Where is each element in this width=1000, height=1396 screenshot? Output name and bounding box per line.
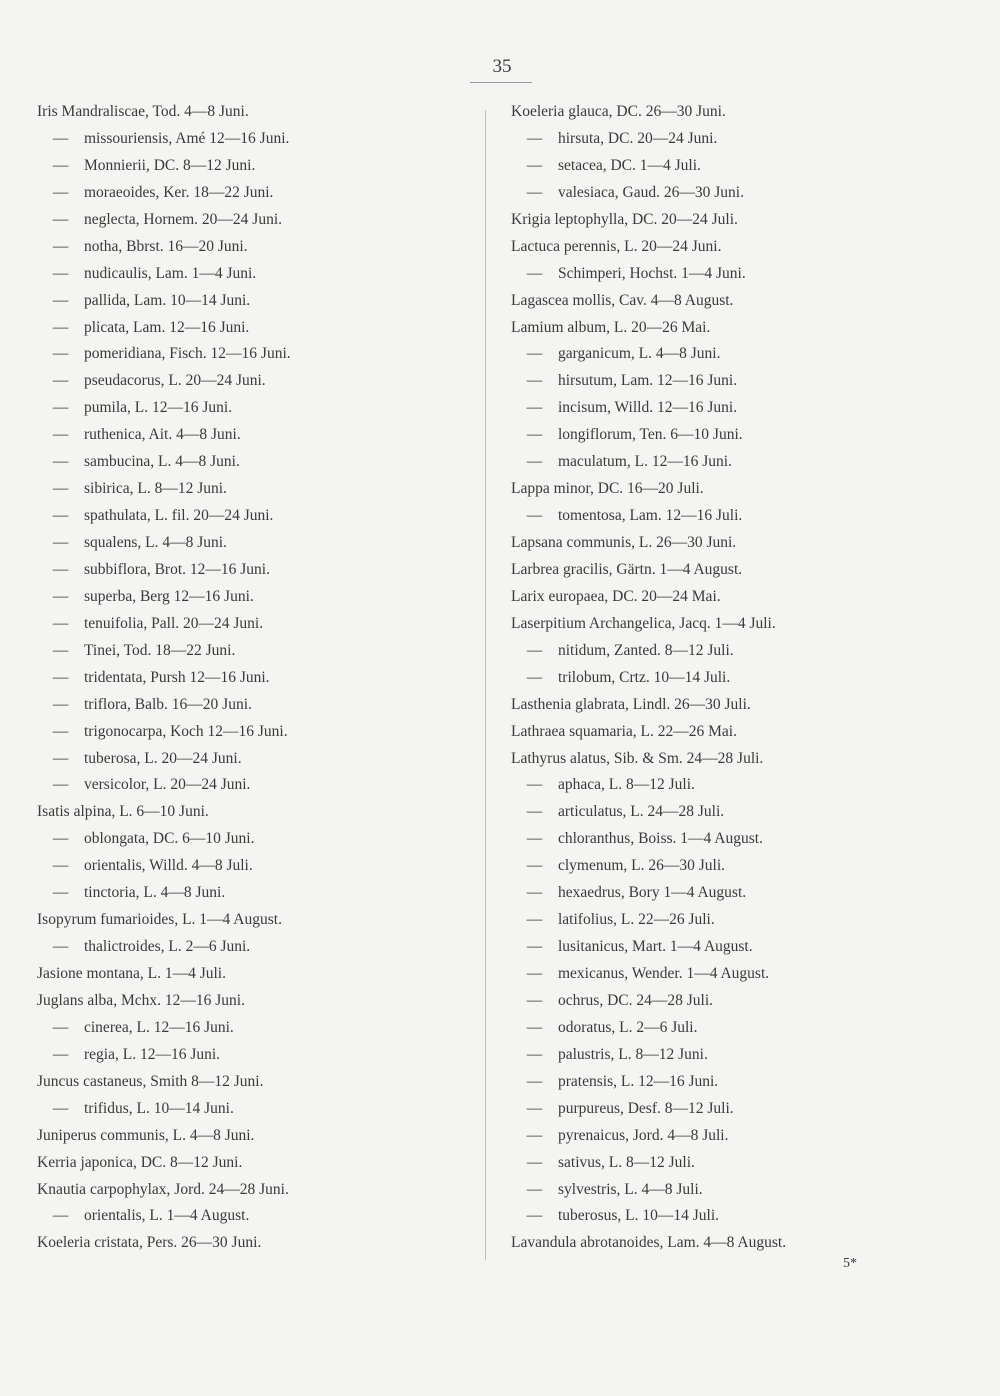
entry-text: Lamium album, L. 20—26 Mai. xyxy=(511,318,711,336)
entry-text: sylvestris, L. 4—8 Juli. xyxy=(558,1180,703,1198)
entry-text: hirsuta, DC. 20—24 Juni. xyxy=(558,129,718,147)
entry-text: garganicum, L. 4—8 Juni. xyxy=(558,345,721,363)
list-item xyxy=(511,476,981,503)
list-item xyxy=(37,315,477,342)
repeat-dash: — xyxy=(526,965,543,982)
list-item xyxy=(511,153,981,180)
list-item xyxy=(37,1123,477,1150)
entry-text: Koeleria glauca, DC. 26—30 Juni. xyxy=(511,103,726,120)
list-item xyxy=(37,207,477,234)
repeat-dash: — xyxy=(526,991,543,1009)
repeat-dash: — xyxy=(526,453,543,471)
repeat-dash: — xyxy=(526,1072,543,1090)
list-item xyxy=(37,234,477,261)
entry-text: chloranthus, Boiss. 1—4 August. xyxy=(558,830,763,848)
list-item xyxy=(511,853,981,880)
list-item xyxy=(37,153,477,180)
entry-text: Lasthenia glabrata, Lindl. 26—30 Juli. xyxy=(511,695,751,713)
list-item xyxy=(511,692,981,719)
entry-text: aphaca, L. 8—12 Juli. xyxy=(558,776,695,794)
entry-text: pallida, Lam. 10—14 Juni. xyxy=(84,291,251,309)
repeat-dash: — xyxy=(52,318,69,336)
repeat-dash: — xyxy=(526,857,543,875)
repeat-dash: — xyxy=(526,507,543,525)
entry-text: latifolius, L. 22—26 Juli. xyxy=(558,911,715,929)
list-item xyxy=(511,638,981,665)
entry-text: Larix europaea, DC. 20—24 Mai. xyxy=(511,587,721,605)
list-item xyxy=(37,99,477,126)
repeat-dash: — xyxy=(526,1018,543,1036)
repeat-dash: — xyxy=(526,345,543,363)
entry-text: Iris Mandraliscae, Tod. 4—8 Juni. xyxy=(37,103,249,120)
header-rule xyxy=(470,82,532,83)
entry-text: odoratus, L. 2—6 Juli. xyxy=(558,1018,698,1036)
list-item xyxy=(511,934,981,961)
entry-text: palustris, L. 8—12 Juni. xyxy=(558,1045,708,1063)
list-item xyxy=(511,341,981,368)
repeat-dash: — xyxy=(52,372,69,390)
entry-text: pomeridiana, Fisch. 12—16 Juni. xyxy=(84,345,291,363)
list-item xyxy=(511,503,981,530)
list-item xyxy=(511,1069,981,1096)
entry-text: tenuifolia, Pall. 20—24 Juni. xyxy=(84,614,264,632)
repeat-dash: — xyxy=(526,884,543,902)
list-item xyxy=(511,1123,981,1150)
repeat-dash: — xyxy=(526,938,543,956)
list-item xyxy=(37,880,477,907)
entry-text: thalictroides, L. 2—6 Juni. xyxy=(84,938,251,956)
entry-text: ochrus, DC. 24—28 Juli. xyxy=(558,991,713,1009)
repeat-dash: — xyxy=(52,1045,69,1063)
entry-text: tomentosa, Lam. 12—16 Juli. xyxy=(558,507,743,525)
repeat-dash: — xyxy=(52,938,69,956)
list-item xyxy=(511,988,981,1015)
list-item xyxy=(37,1230,477,1257)
repeat-dash: — xyxy=(526,426,543,444)
list-item xyxy=(511,1177,981,1204)
list-item xyxy=(37,557,477,584)
repeat-dash: — xyxy=(52,614,69,632)
list-item xyxy=(511,449,981,476)
repeat-dash: — xyxy=(526,129,543,147)
repeat-dash: — xyxy=(526,1153,543,1171)
entry-text: moraeoides, Ker. 18—22 Juni. xyxy=(84,183,274,201)
list-item xyxy=(37,665,477,692)
list-item xyxy=(511,288,981,315)
entry-text: orientalis, L. 1—4 August. xyxy=(84,1207,250,1225)
list-item xyxy=(511,422,981,449)
entry-text: Larbrea gracilis, Gärtn. 1—4 August. xyxy=(511,560,743,578)
list-item xyxy=(37,961,477,988)
entry-text: oblongata, DC. 6—10 Juni. xyxy=(84,830,255,848)
list-item xyxy=(37,772,477,799)
entry-text: notha, Bbrst. 16—20 Juni. xyxy=(84,237,248,255)
list-item xyxy=(511,665,981,692)
repeat-dash: — xyxy=(52,722,69,740)
entry-text: tinctoria, L. 4—8 Juni. xyxy=(84,884,226,902)
list-item xyxy=(37,1096,477,1123)
list-item xyxy=(511,826,981,853)
list-item xyxy=(511,746,981,773)
repeat-dash: — xyxy=(52,345,69,363)
repeat-dash: — xyxy=(52,1207,69,1225)
entry-text: Lathraea squamaria, L. 22—26 Mai. xyxy=(511,722,737,740)
list-item xyxy=(37,1015,477,1042)
repeat-dash: — xyxy=(526,668,543,686)
entry-text: orientalis, Willd. 4—8 Juli. xyxy=(84,857,253,875)
entry-text: clymenum, L. 26—30 Juli. xyxy=(558,857,726,875)
entry-text: Lagascea mollis, Cav. 4—8 August. xyxy=(511,291,734,309)
list-item xyxy=(511,1096,981,1123)
list-item xyxy=(37,746,477,773)
left-column xyxy=(37,99,477,1257)
repeat-dash: — xyxy=(526,911,543,929)
entry-text: longiflorum, Ten. 6—10 Juni. xyxy=(558,426,743,444)
entry-text: trifidus, L. 10—14 Juni. xyxy=(84,1099,234,1117)
repeat-dash: — xyxy=(526,1207,543,1225)
repeat-dash: — xyxy=(52,641,69,659)
repeat-dash: — xyxy=(52,291,69,309)
repeat-dash: — xyxy=(526,1045,543,1063)
repeat-dash: — xyxy=(526,399,543,417)
entry-text: plicata, Lam. 12—16 Juni. xyxy=(84,318,250,336)
entry-text: Tinei, Tod. 18—22 Juni. xyxy=(84,641,236,659)
entry-text: squalens, L. 4—8 Juni. xyxy=(84,534,227,551)
list-item xyxy=(511,1015,981,1042)
repeat-dash: — xyxy=(52,587,69,605)
repeat-dash: — xyxy=(52,129,69,147)
list-item xyxy=(511,880,981,907)
list-item xyxy=(511,395,981,422)
list-item xyxy=(511,207,981,234)
list-item xyxy=(37,261,477,288)
entry-text: Lapsana communis, L. 26—30 Juni. xyxy=(511,534,737,551)
repeat-dash: — xyxy=(52,884,69,902)
entry-text: Lappa minor, DC. 16—20 Juli. xyxy=(511,480,704,498)
entry-text: setacea, DC. 1—4 Juli. xyxy=(558,156,701,174)
entry-text: valesiaca, Gaud. 26—30 Juni. xyxy=(558,183,744,201)
list-item xyxy=(511,234,981,261)
repeat-dash: — xyxy=(526,803,543,821)
repeat-dash: — xyxy=(52,399,69,417)
entry-text: Juncus castaneus, Smith 8—12 Juni. xyxy=(37,1072,264,1090)
list-item xyxy=(37,826,477,853)
entry-text: articulatus, L. 24—28 Juli. xyxy=(558,803,725,821)
entry-text: Juglans alba, Mchx. 12—16 Juni. xyxy=(37,991,245,1009)
list-item xyxy=(511,1203,981,1230)
entry-text: tuberosus, L. 10—14 Juli. xyxy=(558,1207,720,1225)
repeat-dash: — xyxy=(526,183,543,201)
entry-text: Monnierii, DC. 8—12 Juni. xyxy=(84,156,256,174)
list-item xyxy=(37,1069,477,1096)
list-item xyxy=(37,530,477,557)
list-item xyxy=(511,180,981,207)
entry-text: purpureus, Desf. 8—12 Juli. xyxy=(558,1099,734,1117)
entry-text: superba, Berg 12—16 Juni. xyxy=(84,587,254,605)
list-item xyxy=(37,126,477,153)
entry-text: nitidum, Zanted. 8—12 Juli. xyxy=(558,641,734,659)
entry-text: pumila, L. 12—16 Juni. xyxy=(84,399,233,417)
list-item xyxy=(37,476,477,503)
list-item xyxy=(37,422,477,449)
repeat-dash: — xyxy=(52,534,69,551)
entry-text: trigonocarpa, Koch 12—16 Juni. xyxy=(84,722,288,740)
entry-text: Krigia leptophylla, DC. 20—24 Juli. xyxy=(511,210,738,228)
repeat-dash: — xyxy=(52,668,69,686)
repeat-dash: — xyxy=(52,426,69,444)
entry-text: Isopyrum fumarioides, L. 1—4 August. xyxy=(37,911,282,929)
list-item xyxy=(511,611,981,638)
repeat-dash: — xyxy=(52,830,69,848)
entry-text: nudicaulis, Lam. 1—4 Juni. xyxy=(84,264,257,282)
list-item xyxy=(37,719,477,746)
entry-text: regia, L. 12—16 Juni. xyxy=(84,1045,221,1063)
entry-text: Lactuca perennis, L. 20—24 Juni. xyxy=(511,237,722,255)
entry-text: versicolor, L. 20—24 Juni. xyxy=(84,776,251,794)
repeat-dash: — xyxy=(526,641,543,659)
entry-text: trilobum, Crtz. 10—14 Juli. xyxy=(558,668,731,686)
entry-text: ruthenica, Ait. 4—8 Juni. xyxy=(84,426,241,444)
entry-text: incisum, Willd. 12—16 Juni. xyxy=(558,399,738,417)
entry-text: spathulata, L. fil. 20—24 Juni. xyxy=(84,507,274,525)
repeat-dash: — xyxy=(52,776,69,794)
list-item xyxy=(511,368,981,395)
repeat-dash: — xyxy=(52,480,69,498)
entry-text: Juniperus communis, L. 4—8 Juni. xyxy=(37,1126,255,1144)
entry-text: Jasione montana, L. 1—4 Juli. xyxy=(37,965,226,982)
list-item xyxy=(37,584,477,611)
list-item xyxy=(511,719,981,746)
entry-text: Knautia carpophylax, Jord. 24—28 Juni. xyxy=(37,1180,289,1198)
list-item xyxy=(511,261,981,288)
sheet-signature-mark: 5* xyxy=(843,1256,857,1271)
list-item xyxy=(37,907,477,934)
entry-text: sibirica, L. 8—12 Juni. xyxy=(84,480,227,498)
list-item xyxy=(511,99,981,126)
list-item xyxy=(37,638,477,665)
list-item xyxy=(511,907,981,934)
entry-text: hirsutum, Lam. 12—16 Juni. xyxy=(558,372,738,390)
list-item xyxy=(37,368,477,395)
repeat-dash: — xyxy=(526,830,543,848)
entry-text: subbiflora, Brot. 12—16 Juni. xyxy=(84,560,270,578)
repeat-dash: — xyxy=(52,453,69,471)
entry-text: hexaedrus, Bory 1—4 August. xyxy=(558,884,747,902)
list-item xyxy=(37,503,477,530)
list-item xyxy=(37,288,477,315)
repeat-dash: — xyxy=(52,264,69,282)
list-item xyxy=(37,1042,477,1069)
repeat-dash: — xyxy=(52,210,69,228)
repeat-dash: — xyxy=(52,560,69,578)
list-item xyxy=(37,395,477,422)
right-column xyxy=(511,99,981,1257)
repeat-dash: — xyxy=(526,776,543,794)
repeat-dash: — xyxy=(52,749,69,767)
list-item xyxy=(511,557,981,584)
entry-text: tuberosa, L. 20—24 Juni. xyxy=(84,749,242,767)
list-item xyxy=(37,799,477,826)
list-item xyxy=(511,126,981,153)
list-item xyxy=(37,180,477,207)
list-item xyxy=(511,961,981,988)
repeat-dash: — xyxy=(52,183,69,201)
list-item xyxy=(511,1230,981,1257)
entry-text: lusitanicus, Mart. 1—4 August. xyxy=(558,938,753,956)
list-item xyxy=(37,1177,477,1204)
entry-text: neglecta, Hornem. 20—24 Juni. xyxy=(84,210,283,228)
list-item xyxy=(37,1150,477,1177)
repeat-dash: — xyxy=(52,507,69,525)
entry-text: mexicanus, Wender. 1—4 August. xyxy=(558,965,770,982)
list-item xyxy=(37,611,477,638)
entry-text: sambucina, L. 4—8 Juni. xyxy=(84,453,240,471)
page-number: 35 xyxy=(492,56,512,77)
repeat-dash: — xyxy=(526,372,543,390)
column-divider xyxy=(485,110,486,1260)
entry-text: pratensis, L. 12—16 Juni. xyxy=(558,1072,719,1090)
entry-text: Lathyrus alatus, Sib. & Sm. 24—28 Juli. xyxy=(511,749,764,767)
repeat-dash: — xyxy=(52,156,69,174)
entry-text: triflora, Balb. 16—20 Juni. xyxy=(84,695,252,713)
repeat-dash: — xyxy=(52,1099,69,1117)
entry-text: pyrenaicus, Jord. 4—8 Juli. xyxy=(558,1126,729,1144)
entry-text: Laserpitium Archangelica, Jacq. 1—4 Juli. xyxy=(511,614,776,632)
repeat-dash: — xyxy=(526,156,543,174)
entry-text: cinerea, L. 12—16 Juni. xyxy=(84,1018,234,1036)
entry-text: pseudacorus, L. 20—24 Juni. xyxy=(84,372,266,390)
entry-text: missouriensis, Amé 12—16 Juni. xyxy=(84,129,290,147)
entry-text: tridentata, Pursh 12—16 Juni. xyxy=(84,668,270,686)
list-item xyxy=(37,1203,477,1230)
list-item xyxy=(37,692,477,719)
repeat-dash: — xyxy=(526,1126,543,1144)
repeat-dash: — xyxy=(52,237,69,255)
list-item xyxy=(511,772,981,799)
list-item xyxy=(37,988,477,1015)
entry-text: Schimperi, Hochst. 1—4 Juni. xyxy=(558,264,746,282)
entry-text: Kerria japonica, DC. 8—12 Juni. xyxy=(37,1153,243,1171)
repeat-dash: — xyxy=(526,264,543,282)
entry-text: Koeleria cristata, Pers. 26—30 Juni. xyxy=(37,1234,262,1252)
entry-text: Lavandula abrotanoides, Lam. 4—8 August. xyxy=(511,1234,787,1252)
list-item xyxy=(511,799,981,826)
repeat-dash: — xyxy=(52,695,69,713)
list-item xyxy=(511,530,981,557)
list-item xyxy=(37,853,477,880)
repeat-dash: — xyxy=(526,1099,543,1117)
entry-text: sativus, L. 8—12 Juli. xyxy=(558,1153,695,1171)
list-item xyxy=(511,315,981,342)
list-item xyxy=(37,449,477,476)
list-item xyxy=(511,584,981,611)
entry-text: Isatis alpina, L. 6—10 Juni. xyxy=(37,803,209,821)
repeat-dash: — xyxy=(526,1180,543,1198)
list-item xyxy=(511,1042,981,1069)
list-item xyxy=(37,341,477,368)
repeat-dash: — xyxy=(52,857,69,875)
list-item xyxy=(37,934,477,961)
repeat-dash: — xyxy=(52,1018,69,1036)
entry-text: maculatum, L. 12—16 Juni. xyxy=(558,453,732,471)
list-item xyxy=(511,1150,981,1177)
